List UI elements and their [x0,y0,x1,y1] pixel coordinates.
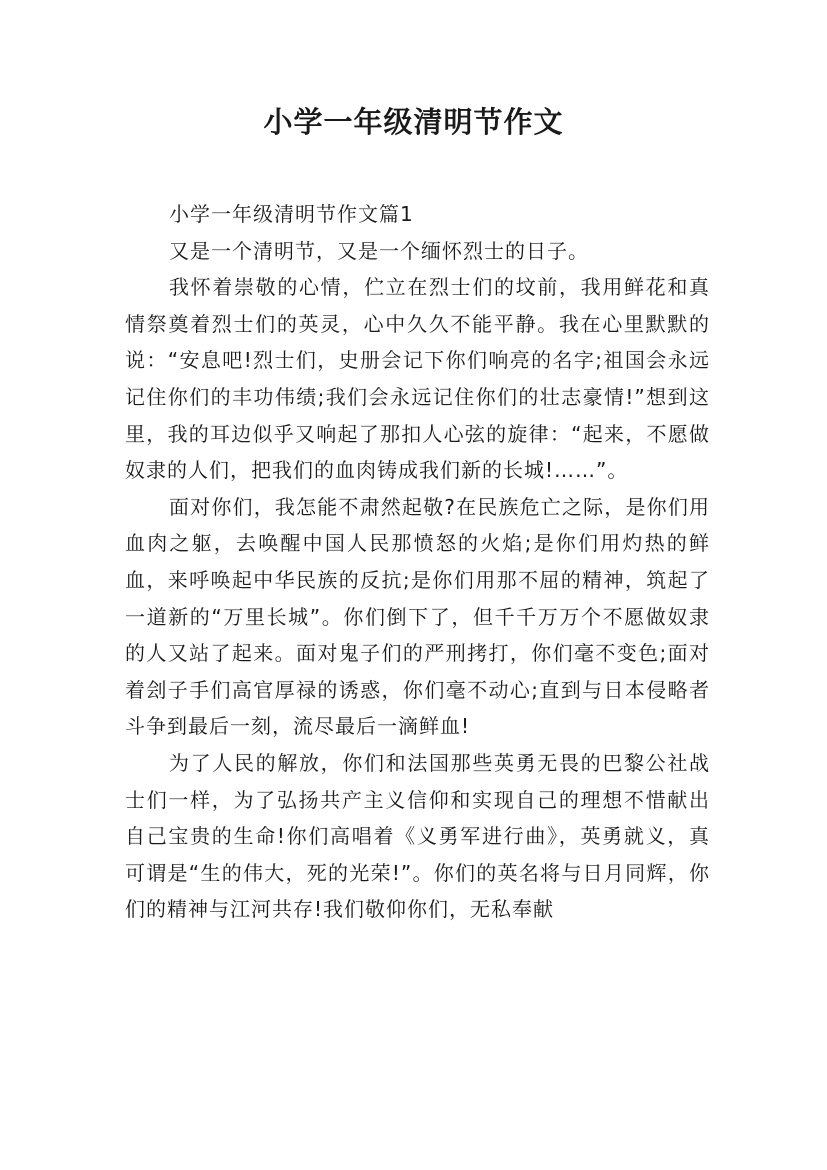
paragraph-1: 又是一个清明节，又是一个缅怀烈士的日子。 [169,238,589,263]
section-subheading: 小学一年级清明节作文篇1 [169,202,414,226]
paragraph-2: 我怀着崇敬的心情，伫立在烈士们的坟前，我用鲜花和真情祭奠着烈士们的英灵，心中久久不能平静。我在心里默默的说：“安息吧!烈士们，史册会记下你们响亮的名字;祖国会永远记住你们的丰功伟绩;我们会永远记住你们的壮志豪情!”想到这里，我的耳边似乎又响起了那扣人心弦的旋律：“起来，不愿做奴隶的人们，把我们的血肉铸成我们新的长城!……”。 [125,275,710,483]
document-title: 小学一年级清明节作文 [263,105,564,139]
paragraph-3: 面对你们，我怎能不肃然起敬?在民族危亡之际，是你们用血肉之躯，去唤醒中国人民那愤怒的火焰;是你们用灼热的鲜血，来呼唤起中华民族的反抗;是你们用那不屈的精神，筑起了一道新的“万里长城”。你们倒下了，但千千万万个不愿做奴隶的人又站了起来。面对鬼子们的严刑拷打，你们毫不变色;面对着刽子手们高官厚禄的诱惑，你们毫不动心;直到与日本侵略者斗争到最后一刻，流尽最后一滴鲜血! [125,494,710,739]
document-body [125,196,710,928]
paragraph-4: 为了人民的解放，你们和法国那些英勇无畏的巴黎公社战士们一样，为了弘扬共产主义信仰和实现自己的理想不惜献出自己宝贵的生命!你们高唱着《义勇军进行曲》，英勇就义，真可谓是“生的伟大，死的光荣!”。你们的英名将与日月同辉，你们的精神与江河共存!我们敬仰你们，无私奉献 [125,750,710,922]
